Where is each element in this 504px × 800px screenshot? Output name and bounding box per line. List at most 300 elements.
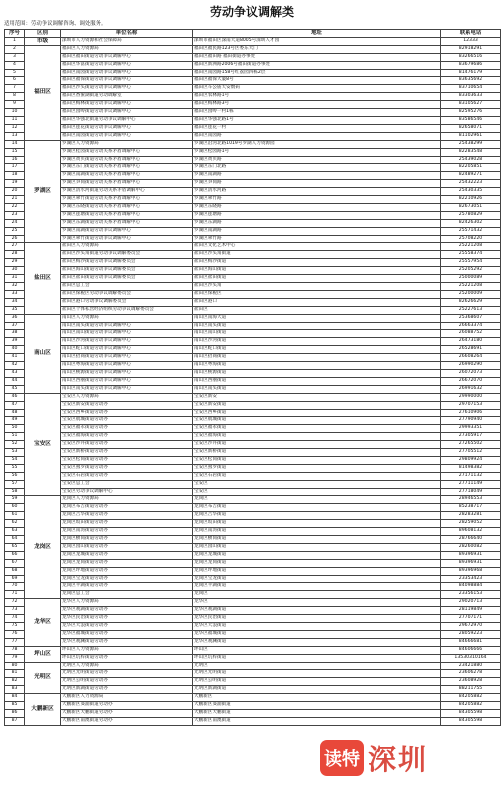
unit-name: 罗湖区翠竹街道劳动争议调解中心 — [61, 235, 193, 243]
unit-name: 龙华区民治街道劳动办 — [61, 615, 193, 623]
unit-name: 南山区桃源街道劳动争议调解中心 — [61, 369, 193, 377]
row-number: 17 — [5, 164, 25, 172]
row-number: 67 — [5, 559, 25, 567]
unit-name: 龙岗区园山街道劳动办 — [61, 543, 193, 551]
table-row — [5, 45, 501, 53]
row-number: 20 — [5, 188, 25, 196]
unit-address: 龙岗区横岗街道 — [193, 536, 441, 544]
unit-phone: 27718049 — [441, 488, 501, 496]
unit-phone: 84606666 — [441, 646, 501, 654]
table-row — [5, 528, 501, 536]
unit-address: 盐田区盐田街道 — [193, 275, 441, 283]
unit-name: 坪山区坑梓街道劳动办 — [61, 654, 193, 662]
row-number: 14 — [5, 140, 25, 148]
table-row — [5, 401, 501, 409]
row-number: 33 — [5, 290, 25, 298]
table-row — [5, 559, 501, 567]
unit-name: 福田区沙头街道劳动争议调解中心 — [61, 85, 193, 93]
unit-phone: 29990000 — [441, 393, 501, 401]
unit-phone: 23353423 — [441, 575, 501, 583]
table-row — [5, 203, 501, 211]
row-number: 71 — [5, 591, 25, 599]
unit-phone: 83679686 — [441, 61, 501, 69]
unit-phone: 27610906 — [441, 409, 501, 417]
row-number: 16 — [5, 156, 25, 164]
unit-phone: 25438299 — [441, 140, 501, 148]
table-row — [5, 575, 501, 583]
table-row — [5, 717, 501, 725]
unit-name: 南山区西丽街道劳动争议调解中心 — [61, 377, 193, 385]
header-phone: 联系电话 — [441, 30, 501, 38]
row-number: 68 — [5, 567, 25, 575]
unit-address: 福田区华强北路1号 — [193, 116, 441, 124]
unit-name: 大鹏新区葵涌街道劳动办 — [61, 702, 193, 710]
district-cell: 福田区 — [25, 45, 61, 140]
table-row — [5, 488, 501, 496]
table-row — [5, 425, 501, 433]
unit-name: 大鹏新区南澳街道劳动办 — [61, 717, 193, 725]
unit-address: 南山区南头街道 — [193, 385, 441, 393]
table-row — [5, 338, 501, 346]
unit-address: 福田区农林路1号 — [193, 93, 441, 101]
unit-phone: 81476179 — [441, 69, 501, 77]
row-number: 86 — [5, 709, 25, 717]
unit-phone: 83710654 — [441, 85, 501, 93]
table-row — [5, 369, 501, 377]
unit-address: 龙岗区龙城街道 — [193, 551, 441, 559]
table-row — [5, 243, 501, 251]
unit-phone: 89396931 — [441, 551, 501, 559]
table-row — [5, 536, 501, 544]
unit-phone: 82673051 — [441, 203, 501, 211]
unit-address: 龙岗区龙岗街道 — [193, 559, 441, 567]
row-number: 83 — [5, 686, 25, 694]
unit-name: 罗湖区笋岗街道劳动关系矛盾调解中心 — [61, 180, 193, 188]
table-row — [5, 551, 501, 559]
unit-phone: 25571432 — [441, 227, 501, 235]
scope-note: 适用范围：劳动争议调解咨询、调处服务。 — [4, 21, 107, 27]
unit-name: 宝安区劳动争议调解中心 — [61, 488, 193, 496]
table-row — [5, 322, 501, 330]
unit-name: 深圳市人力资源和社会保障局 — [61, 37, 193, 45]
unit-phone: 27790940 — [441, 417, 501, 425]
district-cell: 坪山区 — [25, 646, 61, 662]
table-row — [5, 283, 501, 291]
unit-phone: 82489271 — [441, 172, 501, 180]
district-cell: 市级 — [25, 37, 61, 45]
unit-name: 宝安区石岩街道劳动办 — [61, 472, 193, 480]
row-number: 5 — [5, 69, 25, 77]
district-cell: 光明区 — [25, 662, 61, 694]
table-row — [5, 377, 501, 385]
unit-name: 盐田区海山街道劳动争议调解委员会 — [61, 267, 193, 275]
unit-address: 盐田区沙头角 — [193, 283, 441, 291]
unit-address: 大鹏新区葵涌街道 — [193, 702, 441, 710]
row-number: 46 — [5, 393, 25, 401]
unit-name: 盐田区个体私营经济组织劳动争议调解委员会 — [61, 306, 193, 314]
unit-address: 坪山区 — [193, 646, 441, 654]
unit-phone: 82918291 — [441, 45, 501, 53]
unit-phone: 25000089 — [441, 275, 501, 283]
row-number: 29 — [5, 259, 25, 267]
row-number: 57 — [5, 480, 25, 488]
row-number: 41 — [5, 354, 25, 362]
unit-address: 罗湖区南湖路 — [193, 227, 441, 235]
table-row — [5, 354, 501, 362]
header-address: 地址 — [193, 30, 441, 38]
unit-name: 宝安区松岗街道劳动办 — [61, 456, 193, 464]
row-number: 77 — [5, 638, 25, 646]
unit-address: 大鹏新区大鹏街道 — [193, 709, 441, 717]
unit-address: 龙华区观湖街道 — [193, 607, 441, 615]
row-number: 69 — [5, 575, 25, 583]
app-logo-icon: 读特 — [320, 740, 364, 776]
row-number: 31 — [5, 275, 25, 283]
table-row — [5, 456, 501, 464]
row-number: 49 — [5, 417, 25, 425]
unit-phone: 25221208 — [441, 283, 501, 291]
unit-name: 龙岗区宝龙街道劳动办 — [61, 575, 193, 583]
unit-name: 福田区南园街道劳动争议调解中心 — [61, 132, 193, 140]
table-row — [5, 116, 501, 124]
row-number: 60 — [5, 504, 25, 512]
unit-address: 光明区 — [193, 662, 441, 670]
unit-phone: 82426302 — [441, 219, 501, 227]
unit-phone: 25205292 — [441, 267, 501, 275]
contact-table — [4, 29, 501, 726]
unit-address: 宝安区 — [193, 488, 441, 496]
unit-name: 宝安区沙井街道劳动办 — [61, 441, 193, 449]
table-row — [5, 662, 501, 670]
unit-address: 罗湖区沿河北路1019号罗湖人力资源园 — [193, 140, 441, 148]
unit-address: 龙岗区南湾街道 — [193, 528, 441, 536]
table-row — [5, 496, 501, 504]
unit-phone: 27265502 — [441, 441, 501, 449]
row-number: 42 — [5, 362, 25, 370]
unit-address: 南山区南头街道 — [193, 322, 441, 330]
unit-address: 罗湖区笋岗路 — [193, 180, 441, 188]
unit-name: 龙岗区总工会 — [61, 591, 193, 599]
row-number: 36 — [5, 314, 25, 322]
unit-name: 福田区福保街道劳动争议调解中心 — [61, 77, 193, 85]
table-row — [5, 709, 501, 717]
unit-address: 南山区南海大道 — [193, 314, 441, 322]
unit-address: 福田区莲花一村 — [193, 124, 441, 132]
table-row — [5, 251, 501, 259]
unit-phone: 26473180 — [441, 338, 501, 346]
unit-name: 福田区人力资源局 — [61, 45, 193, 53]
table-row — [5, 615, 501, 623]
table-row — [5, 464, 501, 472]
table-row — [5, 298, 501, 306]
unit-phone: 83266516 — [441, 53, 501, 61]
table-row — [5, 441, 501, 449]
unit-name: 龙岗区吉华街道劳动办 — [61, 512, 193, 520]
row-number: 55 — [5, 464, 25, 472]
district-cell: 龙岗区 — [25, 496, 61, 599]
unit-phone: 29809924 — [441, 456, 501, 464]
row-number: 50 — [5, 425, 25, 433]
unit-phone: 25557954 — [441, 259, 501, 267]
unit-phone: 89608132 — [441, 528, 501, 536]
unit-phone: 26991632 — [441, 385, 501, 393]
table-row — [5, 622, 501, 630]
row-number: 61 — [5, 512, 25, 520]
unit-phone: 28766640 — [441, 536, 501, 544]
district-cell: 大鹏新区 — [25, 694, 61, 726]
row-number: 19 — [5, 180, 25, 188]
unit-name: 龙岗区布吉街道劳动办 — [61, 504, 193, 512]
table-row — [5, 77, 501, 85]
unit-name: 盐田区总工会 — [61, 283, 193, 291]
unit-name: 南山区粤海街道劳动争议调解中心 — [61, 362, 193, 370]
table-row — [5, 504, 501, 512]
unit-phone: 25439028 — [441, 156, 501, 164]
district-cell: 盐田区 — [25, 243, 61, 314]
unit-address: 福田区福保大厦8号 — [193, 77, 441, 85]
unit-address: 盐田区 — [193, 306, 441, 314]
unit-name: 福田区梅林街道劳动争议调解中心 — [61, 101, 193, 109]
table-row — [5, 520, 501, 528]
unit-name: 宝安区西乡街道劳动办 — [61, 409, 193, 417]
row-number: 30 — [5, 267, 25, 275]
row-number: 51 — [5, 433, 25, 441]
unit-name: 罗湖区南湖街道劳动争议调解中心 — [61, 227, 193, 235]
unit-address: 宝安区 — [193, 480, 441, 488]
unit-phone: 23356153 — [441, 591, 501, 599]
unit-address: 罗湖区翠竹路 — [193, 235, 441, 243]
row-number: 80 — [5, 662, 25, 670]
row-number: 3 — [5, 53, 25, 61]
table-row — [5, 654, 501, 662]
table-row — [5, 148, 501, 156]
table-row — [5, 259, 501, 267]
unit-phone: 27711149 — [441, 480, 501, 488]
unit-name: 南山区南山街道劳动争议调解中心 — [61, 330, 193, 338]
unit-phone: 25368607 — [441, 314, 501, 322]
unit-address: 罗湖区东晓路 — [193, 203, 441, 211]
row-number: 44 — [5, 377, 25, 385]
row-number: 58 — [5, 488, 25, 496]
table-row — [5, 109, 501, 117]
unit-address: 龙岗区坂田街道 — [193, 520, 441, 528]
table-row — [5, 567, 501, 575]
unit-address: 盐田区文化艺术中心 — [193, 243, 441, 251]
unit-name: 南山区蛇口街道劳动争议调解中心 — [61, 346, 193, 354]
unit-phone: 28283281 — [441, 512, 501, 520]
unit-name: 盐田区港口劳动争议调解委员会 — [61, 298, 193, 306]
unit-name: 福田区莲花街道劳动争议调解中心 — [61, 124, 193, 132]
unit-address: 福田区南园路158号红荔园四栋2层 — [193, 69, 441, 77]
unit-name: 南山区人力资源局 — [61, 314, 193, 322]
row-number: 28 — [5, 251, 25, 259]
unit-address: 大鹏新区南澳街道 — [193, 717, 441, 725]
row-number: 32 — [5, 283, 25, 291]
unit-phone: 25227613 — [441, 306, 501, 314]
row-number: 38 — [5, 330, 25, 338]
unit-name: 南山区沙河街道劳动争议调解中心 — [61, 338, 193, 346]
row-number: 81 — [5, 670, 25, 678]
unit-name: 光明区公明街道劳动办 — [61, 678, 193, 686]
table-row — [5, 583, 501, 591]
table-row — [5, 172, 501, 180]
unit-address: 南山区西丽街道 — [193, 377, 441, 385]
unit-address: 龙岗区 — [193, 591, 441, 599]
table-row — [5, 417, 501, 425]
header-district: 区别 — [25, 30, 61, 38]
unit-name: 罗湖区人力资源局 — [61, 140, 193, 148]
unit-name: 龙岗区龙岗街道劳动办 — [61, 559, 193, 567]
unit-address: 深圳市福田区深南大道8005号深圳人才园 — [193, 37, 441, 45]
unit-name: 罗湖区清水河街道劳动关系矛盾调解中心 — [61, 188, 193, 196]
unit-address: 光明区新湖街道 — [193, 686, 441, 694]
unit-address: 盐田区保税区 — [193, 290, 441, 298]
table-row — [5, 69, 501, 77]
table-row — [5, 409, 501, 417]
unit-address: 光明区光明街道 — [193, 670, 441, 678]
unit-address: 宝安区福永街道 — [193, 425, 441, 433]
unit-address: 宝安区新桥街道 — [193, 449, 441, 457]
row-number: 72 — [5, 599, 25, 607]
unit-name: 龙华区观湖街道劳动办 — [61, 607, 193, 615]
unit-address: 盐田区梅沙街道 — [193, 259, 441, 267]
table-row — [5, 670, 501, 678]
unit-phone: 26608264 — [441, 354, 501, 362]
document-page — [4, 4, 500, 796]
row-number: 9 — [5, 101, 25, 109]
row-number: 15 — [5, 148, 25, 156]
unit-address: 龙华区大浪街道 — [193, 622, 441, 630]
table-row — [5, 275, 501, 283]
unit-name: 龙岗区坪地街道劳动办 — [61, 567, 193, 575]
unit-name: 盐田区盐田街道劳动争议调解委员会 — [61, 275, 193, 283]
row-number: 73 — [5, 607, 25, 615]
unit-address: 龙华区民治街道 — [193, 615, 441, 623]
row-number: 4 — [5, 61, 25, 69]
row-number: 6 — [5, 77, 25, 85]
table-row — [5, 306, 501, 314]
unit-address: 光明区公明街道 — [193, 678, 441, 686]
unit-name: 罗湖区东晓街道劳动关系矛盾调解中心 — [61, 203, 193, 211]
table-header-row — [5, 30, 501, 38]
unit-phone: 89396931 — [441, 559, 501, 567]
unit-phone: 84305598 — [441, 717, 501, 725]
table-row — [5, 599, 501, 607]
unit-address: 龙岗区坪地街道 — [193, 567, 441, 575]
unit-name: 罗湖区东门街道劳动关系矛盾调解中心 — [61, 164, 193, 172]
row-number: 64 — [5, 536, 25, 544]
unit-name: 盐田区梅沙街道劳动争议调解委员会 — [61, 259, 193, 267]
unit-phone: 29707153 — [441, 401, 501, 409]
unit-address: 盐田区海山街道 — [193, 267, 441, 275]
page-title: 劳动争议调解类 — [209, 5, 294, 19]
table-row — [5, 290, 501, 298]
unit-phone: 89396968 — [441, 567, 501, 575]
table-row — [5, 330, 501, 338]
unit-phone: 12333 — [441, 37, 501, 45]
unit-phone: 23421880 — [441, 662, 501, 670]
unit-address: 福田区南园路 — [193, 132, 441, 140]
unit-address: 罗湖区莲塘路 — [193, 211, 441, 219]
unit-address: 龙华区观澜街道 — [193, 638, 441, 646]
table-row — [5, 85, 501, 93]
unit-address: 龙岗区布吉街道 — [193, 504, 441, 512]
table-row — [5, 188, 501, 196]
unit-phone: 28946553 — [441, 496, 501, 504]
unit-address: 宝安区航城街道 — [193, 417, 441, 425]
unit-address: 南山区南山街道 — [193, 330, 441, 338]
unit-name: 宝安区新桥街道劳动办 — [61, 449, 193, 457]
row-number: 85 — [5, 702, 25, 710]
unit-phone: 82283548 — [441, 148, 501, 156]
table-row — [5, 393, 501, 401]
row-number: 43 — [5, 369, 25, 377]
district-cell: 宝安区 — [25, 393, 61, 496]
unit-name: 宝安区福海街道劳动办 — [61, 433, 193, 441]
row-number: 66 — [5, 551, 25, 559]
unit-phone: 85238717 — [441, 504, 501, 512]
unit-name: 罗湖区黄贝街道劳动关系矛盾调解中心 — [61, 156, 193, 164]
unit-phone: 26528691 — [441, 346, 501, 354]
table-row — [5, 646, 501, 654]
unit-phone: 82658071 — [441, 124, 501, 132]
unit-address: 龙岗区平湖街道 — [193, 583, 441, 591]
table-row — [5, 607, 501, 615]
unit-name: 坪山区人力资源局 — [61, 646, 193, 654]
unit-name: 龙岗区横岗街道劳动办 — [61, 536, 193, 544]
district-cell: 龙华区 — [25, 599, 61, 646]
table-row — [5, 480, 501, 488]
unit-name: 龙岗区坂田街道劳动办 — [61, 520, 193, 528]
unit-name: 宝安区燕罗街道劳动办 — [61, 464, 193, 472]
row-number: 10 — [5, 109, 25, 117]
row-number: 78 — [5, 646, 25, 654]
unit-name: 南山区招商街道劳动争议调解中心 — [61, 354, 193, 362]
row-number: 87 — [5, 717, 25, 725]
row-number: 1 — [5, 37, 25, 45]
unit-address: 盐田区港口 — [193, 298, 441, 306]
unit-name: 盐田区保税区劳动争议调解委员会 — [61, 290, 193, 298]
watermark-text: 深圳 — [368, 743, 429, 776]
row-number: 59 — [5, 496, 25, 504]
unit-address: 南山区粤海街道 — [193, 362, 441, 370]
unit-address: 龙华区 — [193, 599, 441, 607]
unit-phone: 82210926 — [441, 196, 501, 204]
row-number: 25 — [5, 227, 25, 235]
unit-address: 福田区福田路 福田街道办事处 — [193, 53, 441, 61]
unit-phone: 83105627 — [441, 101, 501, 109]
unit-phone: 81102961 — [441, 132, 501, 140]
unit-phone: 28259052 — [441, 520, 501, 528]
unit-name: 罗湖区南湖街道劳动关系矛盾调解中心 — [61, 172, 193, 180]
unit-name: 南山区南头街道劳动争议调解中心 — [61, 322, 193, 330]
unit-address: 罗湖区东门北路 — [193, 164, 441, 172]
unit-address: 龙岗区 — [193, 496, 441, 504]
table-row — [5, 346, 501, 354]
table-row — [5, 638, 501, 646]
unit-phone: 13530310164 — [441, 654, 501, 662]
district-cell: 南山区 — [25, 314, 61, 393]
row-number: 21 — [5, 196, 25, 204]
unit-address: 龙岗区宝龙街道 — [193, 575, 441, 583]
table-row — [5, 101, 501, 109]
row-number: 79 — [5, 654, 25, 662]
unit-address: 罗湖区翠竹路 — [193, 196, 441, 204]
row-number: 22 — [5, 203, 25, 211]
table-row — [5, 180, 501, 188]
unit-address: 南山区招商街道 — [193, 354, 441, 362]
unit-phone: 26672070 — [441, 377, 501, 385]
